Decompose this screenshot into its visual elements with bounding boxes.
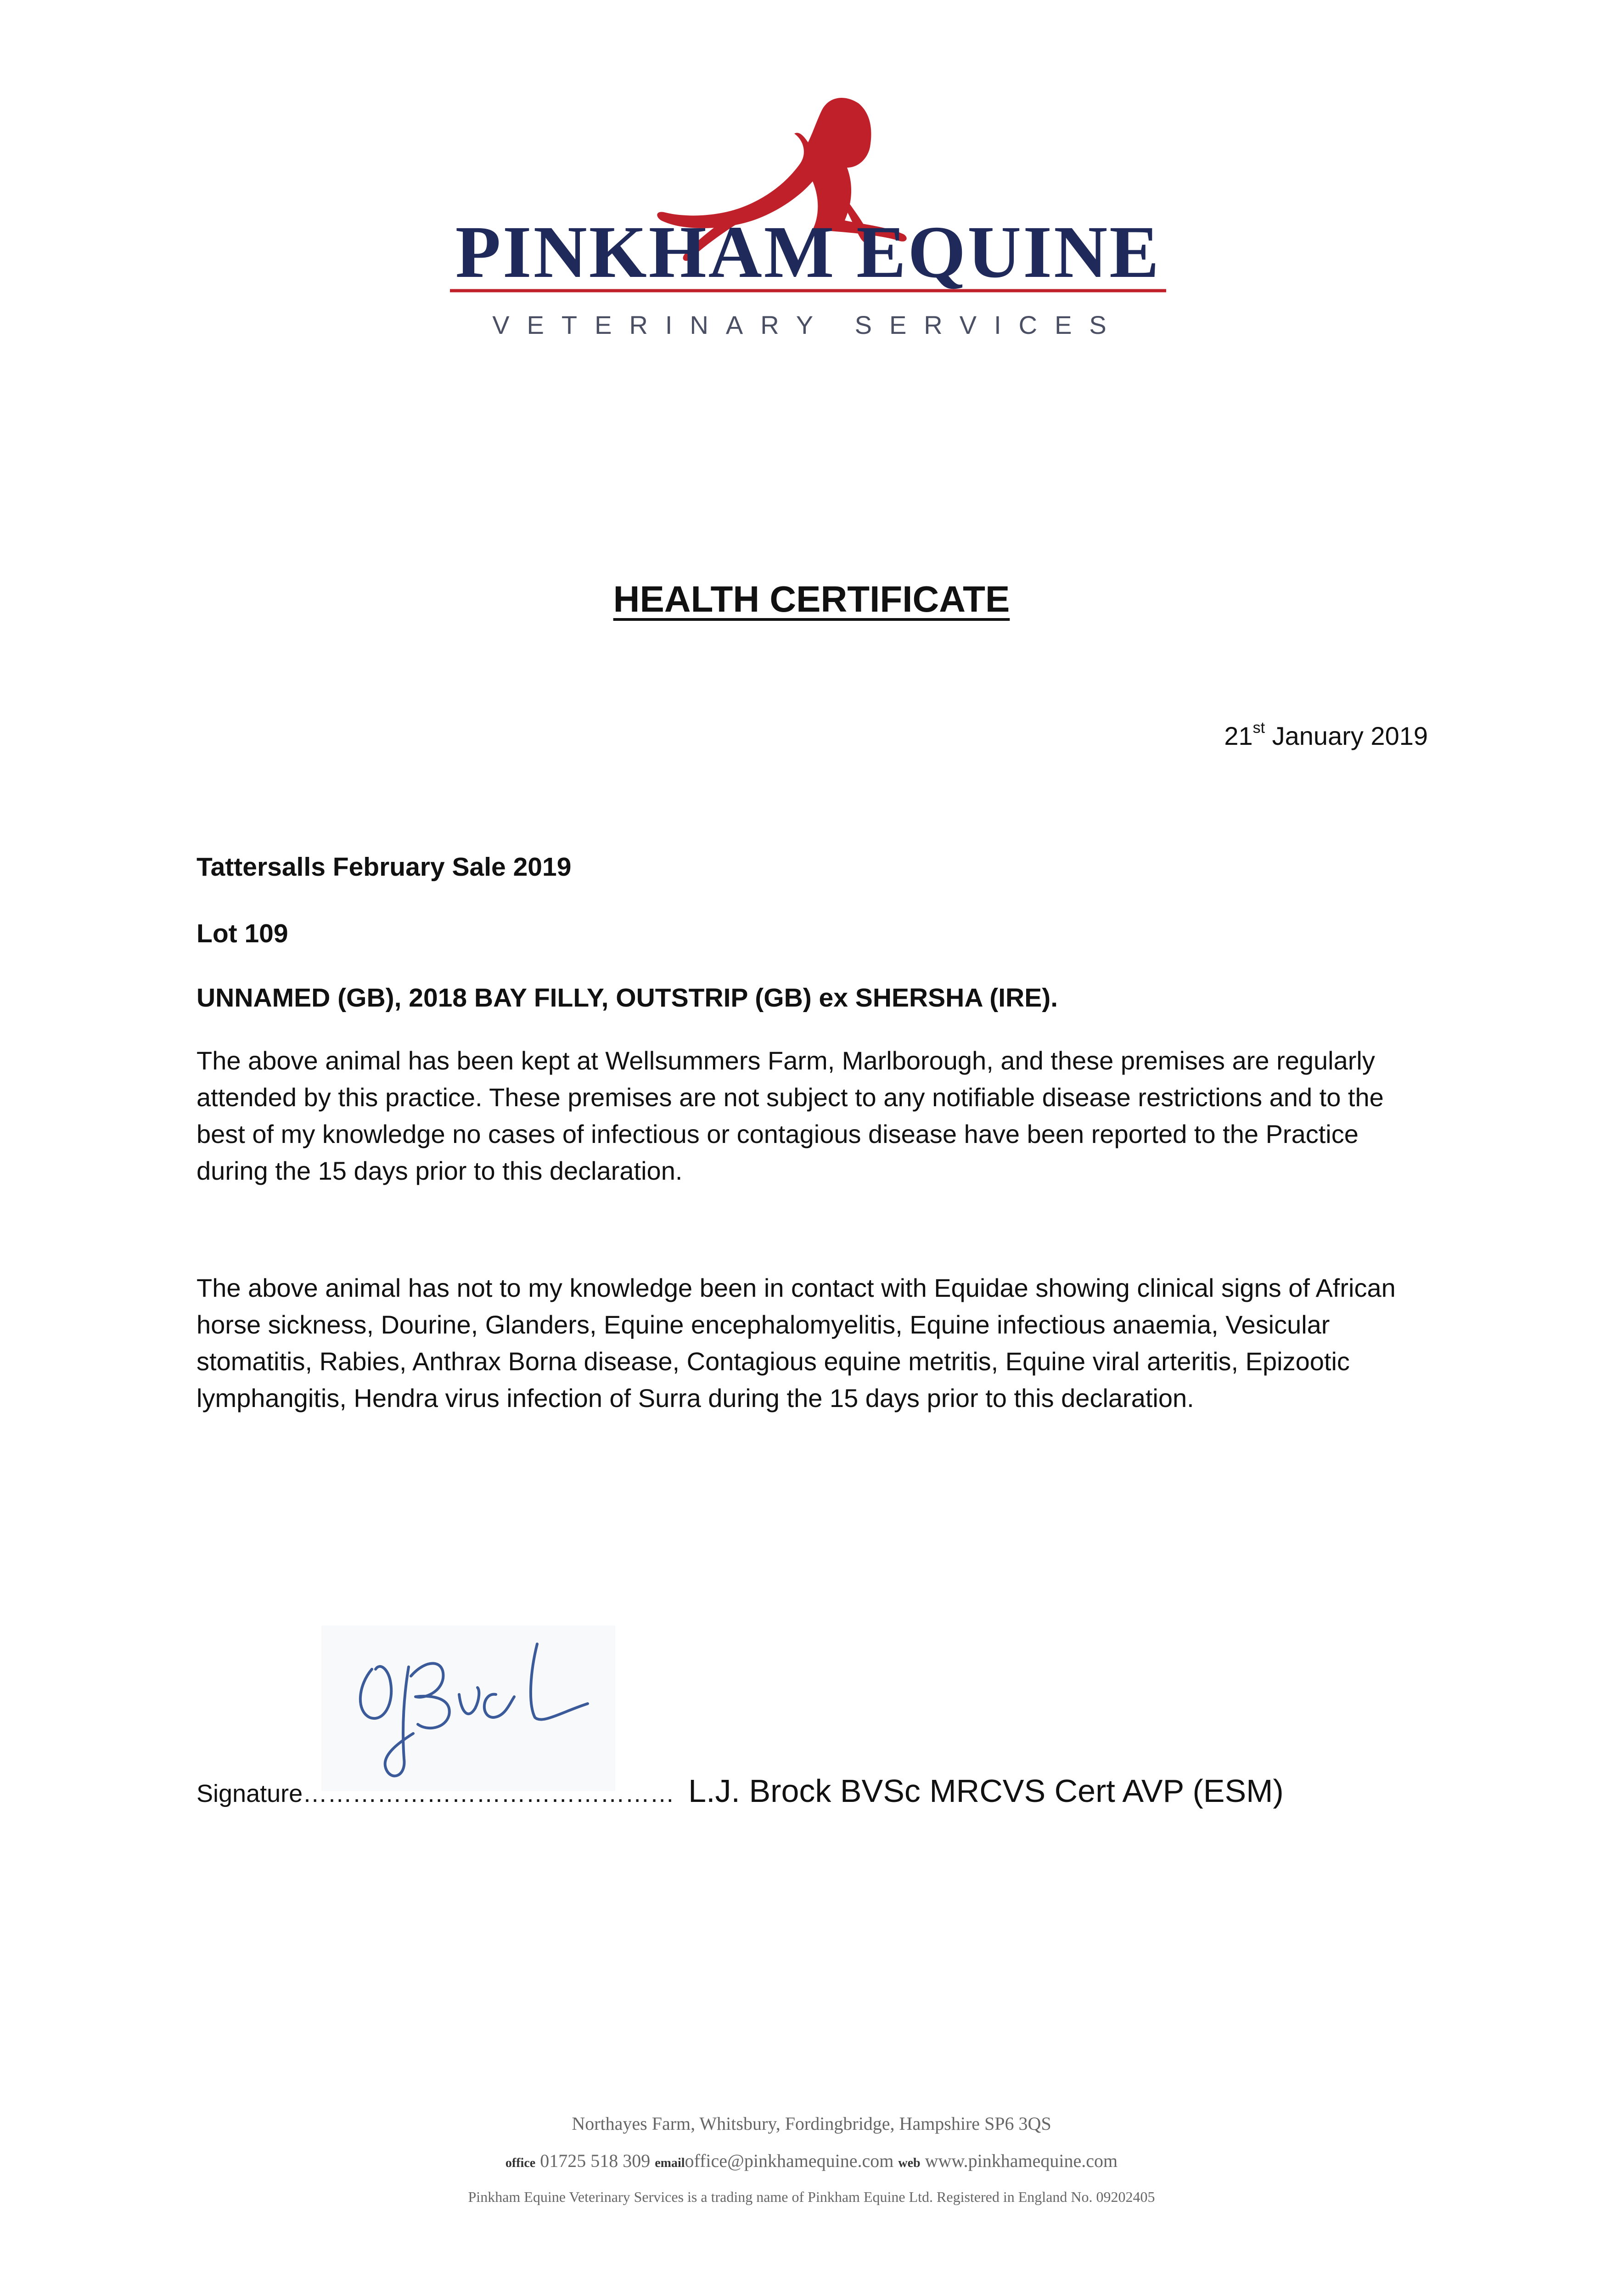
footer-contact	[0, 2152, 1623, 2170]
lot-number: Lot 109	[197, 919, 288, 948]
footer-legal: Pinkham Equine Veterinary Services is a trading name of Pinkham Equine Ltd. Registered in England No. 09202405	[468, 2189, 1155, 2205]
disease-contact-declaration: The above animal has not to my knowledge been in contact with Equidae showing clinical signs of African horse sickness, Dourine, Glanders, Equine encephalomyelitis, Equine infectious anaemia, Vesicular stomatitis, Rabies, Anthrax Borna disease, Contagious equine metritis, Equine viral arteritis, Epizootic lymphangitis, Hendra virus infection of Surra during the 15 days prior to this declaration.	[197, 1273, 1396, 1412]
logo-tagline: VETERINARY SERVICES	[492, 310, 1124, 339]
certificate-date: 21st January 2019	[1224, 719, 1428, 750]
signatory-name: L.J. Brock BVSc MRCVS Cert AVP (ESM)	[688, 1773, 1284, 1809]
horse-description: UNNAMED (GB), 2018 BAY FILLY, OUTSTRIP (GB) ex SHERSHA (IRE).	[197, 983, 1058, 1013]
website: www.pinkhamequine.com	[925, 2150, 1118, 2171]
logo-name: PINKHAM EQUINE	[455, 211, 1161, 293]
email-address: office@pinkhamequine.com	[685, 2150, 894, 2171]
signature-line	[197, 1775, 1284, 1807]
company-logo	[445, 90, 1171, 347]
email-label: email	[655, 2156, 685, 2170]
premises-declaration: The above animal has been kept at Wellsummers Farm, Marlborough, and these premises are regularly attended by this practice. These premises are not subject to any notifiable disease restrictions and to the best of my knowledge no cases of infectious or contagious disease have been reported to the Practice during the 15 days prior to this declaration.	[197, 1046, 1384, 1185]
web-label: web	[898, 2156, 921, 2170]
signature-label: Signature………………………………………	[197, 1780, 675, 1807]
footer-address: Northayes Farm, Whitsbury, Fordingbridge, Hampshire SP6 3QS	[572, 2113, 1051, 2134]
date-suffix: st	[1252, 719, 1265, 737]
sale-name: Tattersalls February Sale 2019	[197, 852, 572, 882]
handwritten-signature	[321, 1626, 615, 1791]
office-phone: 01725 518 309	[540, 2150, 651, 2171]
certificate-title: HEALTH CERTIFICATE	[613, 579, 1010, 619]
office-label: office	[505, 2156, 536, 2170]
